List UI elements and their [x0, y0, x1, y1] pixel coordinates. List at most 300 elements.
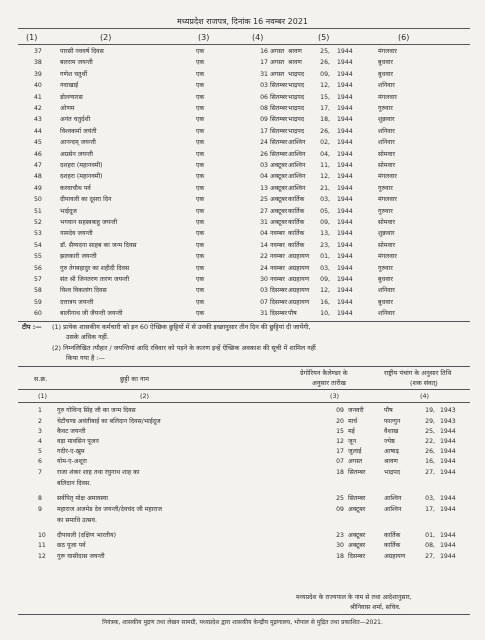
sunday-row-number: 1	[38, 407, 42, 414]
holiday-name: बलराम जयन्ती	[60, 59, 93, 67]
holiday-month: दिसम्बर	[270, 298, 288, 306]
holiday-row	[0, 297, 485, 308]
holiday-saka-month: कार्तिक	[288, 219, 305, 226]
sunday-row-greg-month: मार्च	[348, 418, 358, 425]
holiday-name: दशहरा (महानवमी)	[60, 173, 103, 181]
sunday-table-row	[0, 468, 485, 478]
holiday-number: 55	[34, 253, 42, 261]
sunday-table-row	[0, 531, 485, 541]
sunday-row-greg-month: जुलाई	[348, 448, 362, 455]
holiday-saka-day: 09,	[320, 70, 330, 78]
holiday-type: एक	[196, 184, 205, 192]
sunday-table-row	[0, 505, 485, 515]
holiday-saka-year: 1944	[337, 127, 353, 135]
sunday-row-greg-month: सितम्बर	[348, 495, 366, 502]
holiday-saka-year: 1944	[337, 207, 353, 215]
holiday-type: एक	[196, 59, 205, 67]
holiday-saka-day: 12,	[320, 82, 330, 90]
sunday-table-row	[0, 437, 485, 447]
sunday-row-greg-month: दिसम्बर	[348, 553, 366, 560]
note-2-line-2: किया गया है :—	[66, 354, 105, 362]
sunday-row-saka-year: 1944	[440, 542, 456, 549]
holiday-date: 26	[260, 150, 268, 158]
holiday-saka-day: 26,	[320, 59, 330, 67]
holiday-row	[0, 308, 485, 319]
sunday-row-greg-date: 25	[336, 495, 344, 502]
sunday-row-saka-day: 26,	[425, 448, 435, 455]
holiday-month: नवम्बर	[270, 264, 285, 272]
holiday-type: एक	[196, 70, 205, 78]
sunday-row-saka-month: फाल्गुन	[384, 418, 401, 425]
holiday-saka-month: आश्विन	[288, 184, 306, 192]
holiday-weekday: सोमवार	[378, 241, 396, 249]
holiday-number: 37	[34, 48, 42, 55]
sunday-row-name: दीपावली (दक्षिण भारतीय)	[57, 532, 117, 539]
holiday-date: 22	[260, 253, 268, 261]
holiday-month: अक्टूबर	[270, 173, 288, 181]
holiday-name: अनंत चतुर्दशी	[60, 116, 91, 124]
holiday-saka-day: 09,	[320, 219, 330, 226]
note-1-line-1: (1) प्रत्येक शासकीय कर्मचारी को इन 60 ऐच्छिक छुट्टियों में से उनकी इच्छानुसार तीन दिन की छुट्टियां दी जायेंगी,	[52, 323, 311, 331]
holiday-date: 08	[260, 105, 268, 112]
sunday-row-greg-month: अक्टूबर	[348, 542, 366, 549]
holiday-row	[0, 69, 485, 80]
sunday-row-saka-year: 1944	[440, 458, 456, 465]
sunday-header-rule	[18, 389, 470, 390]
holiday-number: 49	[34, 184, 42, 192]
holiday-name: झलकारी जयन्ती	[60, 253, 97, 261]
holiday-saka-month: अग्रहायण	[288, 253, 310, 261]
holiday-type: एक	[196, 105, 205, 112]
sunday-row-name: गुरू घासीदास जयन्ती	[57, 553, 105, 560]
sunday-row-number: 9	[38, 506, 42, 513]
sunday-table-row	[0, 406, 485, 416]
col-number-5: (5)	[318, 33, 330, 42]
holiday-date: 17	[260, 127, 268, 135]
sunday-row-name: वड़ा मावसिन पूजन	[57, 438, 99, 445]
holiday-saka-month: भाद्रपद	[288, 82, 305, 90]
holiday-weekday: शनिवार	[378, 127, 395, 135]
sunday-row-number: 2	[38, 418, 42, 425]
holiday-saka-year: 1944	[337, 116, 353, 124]
holiday-type: एक	[196, 230, 205, 238]
holiday-weekday: बुधवार	[378, 59, 393, 67]
holiday-type: एक	[196, 241, 205, 249]
holiday-name: नामदेव जयन्ती	[60, 230, 93, 238]
sunday-row-greg-date: 30	[336, 542, 344, 549]
holiday-month: अक्टूबर	[270, 196, 288, 204]
sunday-row-number: 11	[38, 542, 46, 549]
holiday-type: एक	[196, 116, 205, 124]
sunday-col-number-1: (1)	[38, 392, 48, 400]
holiday-saka-year: 1944	[337, 150, 353, 158]
sunday-row-saka-year: 1944	[440, 428, 456, 435]
holiday-row	[0, 285, 485, 296]
holiday-saka-month: कार्तिक	[288, 207, 305, 215]
sunday-row-greg-month: मई	[348, 428, 355, 435]
holiday-saka-day: 12,	[320, 173, 330, 181]
holiday-number: 45	[34, 139, 42, 147]
sunday-table-row	[0, 457, 485, 467]
holiday-saka-year: 1944	[337, 59, 353, 67]
note-1-line-2: उसके अधिक नहीं.	[66, 333, 109, 341]
holiday-weekday: गुरुवार	[378, 105, 393, 112]
holiday-saka-month: भाद्रपद	[288, 93, 305, 101]
sunday-row-saka-day: 16,	[425, 458, 435, 465]
holiday-date: 30	[260, 276, 268, 283]
holiday-date: 16	[260, 48, 268, 55]
holiday-saka-month: श्रावण	[288, 48, 302, 55]
holiday-date: 03	[260, 287, 268, 295]
sunday-row-number: 4	[38, 438, 42, 445]
sunday-row-number: 12	[38, 553, 46, 560]
holiday-weekday: सोमवार	[378, 162, 396, 169]
holiday-date: 17	[260, 59, 268, 67]
holiday-date: 03	[260, 162, 268, 169]
holiday-saka-month: अग्रहायण	[288, 298, 310, 306]
holiday-type: एक	[196, 253, 205, 261]
page-header: मध्यप्रदेश राजपत्र, दिनांक 16 नवम्बर 2021	[176, 17, 308, 26]
sunday-header-sn: स.क्र.	[34, 375, 48, 383]
sunday-row-greg-date: 09	[336, 407, 344, 414]
sunday-table-row	[0, 427, 485, 437]
holiday-number: 57	[34, 276, 42, 283]
sunday-row-saka-month: कार्तिक	[384, 532, 401, 539]
holiday-name: भगवान सहस्त्रबाहु जयन्ती	[60, 219, 118, 226]
holiday-date: 03	[260, 82, 268, 90]
holiday-row	[0, 228, 485, 239]
holiday-name: संत श्री जिनतरण तारण जयन्ती	[60, 276, 130, 283]
holiday-row	[0, 114, 485, 125]
sunday-row-greg-date: 09	[336, 506, 344, 513]
holiday-number: 60	[34, 310, 42, 318]
sunday-row-greg-date: 20	[336, 418, 344, 425]
sunday-row-name: राजा शंकर शाह तथा रघुनाथ शाह का	[57, 469, 140, 476]
sunday-row-greg-date: 07	[336, 458, 344, 465]
holiday-date: 07	[260, 298, 268, 306]
sunday-row-saka-day: 19,	[425, 407, 435, 414]
sunday-row-name: बलिदान दिवस.	[57, 480, 92, 487]
holiday-name: आनन्दम् जयन्ती	[60, 139, 96, 147]
holiday-number: 56	[34, 264, 42, 272]
holiday-month: नवम्बर	[270, 253, 285, 261]
holiday-saka-year: 1944	[337, 264, 353, 272]
holiday-date: 09	[260, 116, 268, 124]
sunday-row-saka-month: भाद्रपद	[384, 469, 401, 476]
holiday-saka-day: 10,	[320, 310, 330, 318]
sunday-row-name: कैवट जयन्ती	[57, 428, 86, 435]
signature-line-2: श्रीनिवास शर्मा, सचिव.	[350, 604, 401, 611]
holiday-weekday: सोमवार	[378, 219, 396, 226]
sunday-row-greg-date: 17	[336, 448, 344, 455]
sunday-table-row	[0, 541, 485, 551]
sunday-row-saka-year: 1944	[440, 495, 456, 502]
holiday-saka-year: 1944	[337, 184, 353, 192]
holiday-month: अक्टूबर	[270, 207, 288, 215]
sunday-row-saka-day: 25,	[425, 428, 435, 435]
holiday-month: सितम्बर	[270, 127, 288, 135]
sunday-row-number: 8	[38, 495, 42, 502]
sunday-row-saka-year: 1944	[440, 506, 456, 513]
sunday-col-number-3: (3)	[330, 392, 340, 400]
holiday-type: एक	[196, 173, 205, 181]
holiday-row	[0, 274, 485, 285]
holiday-saka-year: 1944	[337, 70, 353, 78]
holiday-saka-year: 1944	[337, 48, 353, 55]
sunday-row-saka-day: 17,	[425, 506, 435, 513]
sunday-row-greg-date: 23	[336, 532, 344, 539]
sunday-row-greg-month: जनवरी	[348, 407, 364, 414]
holiday-month: अक्टूबर	[270, 219, 288, 226]
sunday-table-top-rule	[18, 366, 470, 367]
holiday-saka-year: 1944	[337, 196, 353, 204]
sunday-row-name: गुरु गोविन्द सिंह जी का जन्म दिवस	[57, 407, 136, 414]
holiday-name: गणेश चतुर्थी	[60, 70, 88, 78]
sunday-row-saka-month: आश्विन	[384, 506, 402, 513]
holiday-row	[0, 160, 485, 171]
holiday-weekday: बुधवार	[378, 276, 393, 283]
holiday-row	[0, 57, 485, 68]
sunday-col-number-2: (2)	[140, 392, 150, 400]
holiday-number: 38	[34, 59, 42, 67]
holiday-month: नवम्बर	[270, 276, 285, 283]
sunday-row-name: का समाधि उत्सव.	[57, 517, 97, 524]
sunday-header-greg-1: ग्रेगोरियन कैलेण्डर के	[300, 369, 348, 377]
holiday-saka-day: 02,	[320, 139, 330, 147]
holiday-name: डोलग्यारस	[60, 93, 83, 101]
holiday-weekday: सोमवार	[378, 150, 396, 158]
holiday-number: 53	[34, 230, 42, 238]
holiday-saka-year: 1944	[337, 105, 353, 112]
holiday-name: दशहरा (महानवमी)	[60, 162, 103, 169]
holiday-type: एक	[196, 207, 205, 215]
holiday-saka-day: 12,	[320, 287, 330, 295]
col-number-2: (2)	[100, 33, 112, 42]
holiday-saka-year: 1944	[337, 241, 353, 249]
holiday-saka-year: 1944	[337, 219, 353, 226]
holiday-month: अक्टूबर	[270, 184, 288, 192]
holiday-saka-month: अग्रहायण	[288, 276, 310, 283]
holiday-date: 31	[260, 310, 268, 318]
holiday-number: 59	[34, 298, 42, 306]
sunday-table-row	[0, 494, 485, 504]
holiday-saka-month: श्रावण	[288, 59, 302, 67]
holiday-type: एक	[196, 287, 205, 295]
holiday-saka-day: 26,	[320, 127, 330, 135]
holiday-row	[0, 126, 485, 137]
holiday-date: 13	[260, 184, 268, 192]
sunday-row-saka-month: आश्विन	[384, 495, 402, 502]
holiday-row	[0, 263, 485, 274]
sunday-row-saka-day: 27,	[425, 469, 435, 476]
holiday-date: 27	[260, 207, 268, 215]
holiday-name: पारसी नववर्ष दिवस	[60, 48, 104, 55]
sunday-row-saka-month: कार्तिक	[384, 542, 401, 549]
holiday-number: 43	[34, 116, 42, 124]
holiday-name: विश्वकर्मा जयंती	[60, 127, 97, 135]
holiday-row	[0, 103, 485, 114]
sunday-row-saka-month: पौष	[384, 407, 393, 414]
sunday-row-saka-year: 1943	[440, 407, 456, 414]
sunday-row-name: योम-ए-अशूरा	[57, 458, 87, 465]
holiday-row	[0, 137, 485, 148]
holiday-number: 58	[34, 287, 42, 295]
holiday-name: नवाखाई	[60, 82, 79, 90]
holiday-weekday: मंगलवार	[378, 196, 397, 204]
holiday-saka-month: भाद्रपद	[288, 127, 305, 135]
holiday-name: डॉ. सैय्यदना साहब का जन्म दिवस	[60, 241, 137, 249]
holiday-saka-year: 1944	[337, 173, 353, 181]
sunday-row-saka-month: ज्येष्ठ	[384, 438, 395, 445]
sunday-row-name: महाराज अजमेड देव जयन्ती/देवचंद जी महाराज	[57, 506, 162, 513]
sunday-row-name: चेटीचण्ड अवंतीबाई का बलिदान दिवस/भाईदूज	[57, 418, 161, 425]
holiday-name: दीपावली का दूसरा दिन	[60, 196, 112, 204]
sunday-table-row	[0, 479, 485, 489]
holiday-type: एक	[196, 298, 205, 306]
holiday-saka-day: 11,	[320, 162, 330, 169]
holiday-saka-day: 21,	[320, 184, 330, 192]
holiday-saka-day: 04,	[320, 150, 330, 158]
holiday-month: सितम्बर	[270, 139, 288, 147]
holiday-type: एक	[196, 150, 205, 158]
holiday-row	[0, 80, 485, 91]
holiday-saka-day: 13,	[320, 230, 330, 238]
sunday-row-greg-month: अगस्त	[348, 458, 363, 465]
holiday-name: ओणम	[60, 105, 75, 112]
sunday-row-name: गदीर-ए-खुम	[57, 448, 85, 455]
holiday-month: अगस्त	[270, 59, 285, 67]
holiday-type: एक	[196, 162, 205, 169]
holiday-weekday: शनिवार	[378, 287, 395, 295]
holiday-date: 06	[260, 93, 268, 101]
col-number-4: (4)	[252, 33, 264, 42]
sunday-table-row	[0, 417, 485, 427]
holiday-type: एक	[196, 127, 205, 135]
holiday-saka-month: आश्विन	[288, 150, 306, 158]
holiday-name: बालीनाथ जी जैयन्ती जयन्ती	[60, 310, 123, 318]
col-number-1: (1)	[26, 33, 38, 42]
holiday-weekday: मंगलवार	[378, 253, 397, 261]
holiday-saka-year: 1944	[337, 253, 353, 261]
holiday-saka-year: 1944	[337, 162, 353, 169]
sunday-row-saka-year: 1943	[440, 418, 456, 425]
holiday-saka-day: 23,	[320, 241, 330, 249]
holiday-saka-month: अग्रहायण	[288, 264, 310, 272]
holiday-number: 44	[34, 127, 42, 135]
sunday-row-number: 10	[38, 532, 46, 539]
holiday-number: 41	[34, 93, 42, 101]
holiday-type: एक	[196, 264, 205, 272]
holiday-type: एक	[196, 310, 205, 318]
sunday-row-name: छठ पूजा पर्व	[57, 542, 86, 549]
sunday-row-number: 3	[38, 428, 42, 435]
page-footer: नियंत्रक, शासकीय मुद्रण तथा लेखन सामग्री, मध्यप्रदेश द्वारा शासकीय केन्द्रीय मुद्रणालय, भोपाल से मुद्रित तथा प्रकाशित—2021.	[102, 619, 383, 626]
holiday-saka-month: अग्रहायण	[288, 287, 310, 295]
holiday-saka-month: भाद्रपद	[288, 105, 305, 112]
holiday-row	[0, 194, 485, 205]
holiday-number: 50	[34, 196, 42, 204]
sunday-row-saka-day: 29,	[425, 418, 435, 425]
holiday-name: करवाचौथ पर्व	[60, 184, 91, 192]
holiday-row	[0, 217, 485, 228]
holiday-name: दत्तात्रय जयन्ती	[60, 298, 94, 306]
holiday-type: एक	[196, 276, 205, 283]
sunday-colnum-rule	[18, 402, 470, 403]
holiday-saka-day: 01,	[320, 253, 330, 261]
holiday-month: नवम्बर	[270, 230, 285, 238]
sunday-table-row	[0, 447, 485, 457]
holiday-weekday: मंगलवार	[378, 93, 397, 101]
holiday-date: 24	[260, 264, 268, 272]
holiday-saka-year: 1944	[337, 287, 353, 295]
holiday-saka-day: 18,	[320, 116, 330, 124]
holiday-saka-month: आश्विन	[288, 162, 306, 169]
holiday-month: सितम्बर	[270, 82, 288, 90]
holiday-name: भाईदूज	[60, 207, 77, 215]
holiday-row	[0, 206, 485, 217]
note-label: टीप :—	[22, 323, 42, 331]
sunday-row-greg-date: 15	[336, 428, 344, 435]
holiday-row	[0, 251, 485, 262]
sunday-row-number: 7	[38, 469, 42, 476]
holiday-row	[0, 240, 485, 251]
sunday-row-saka-month: आषाढ़	[384, 448, 399, 455]
sunday-row-saka-year: 1944	[440, 438, 456, 445]
holiday-number: 51	[34, 207, 42, 215]
sunday-row-greg-month: अक्टूबर	[348, 532, 366, 539]
sunday-row-greg-month: सितम्बर	[348, 469, 366, 476]
sunday-row-saka-day: 27,	[425, 553, 435, 560]
sunday-table-row	[0, 516, 485, 526]
holiday-row	[0, 92, 485, 103]
footer-rule	[18, 614, 470, 615]
holiday-weekday: शनिवार	[378, 82, 395, 90]
holiday-month: सितम्बर	[270, 93, 288, 101]
holiday-saka-year: 1944	[337, 298, 353, 306]
signature-line-1: मध्यप्रदेश के राज्यपाल के नाम से तथा आदेशानुसार,	[296, 594, 412, 601]
holiday-saka-year: 1944	[337, 139, 353, 147]
sunday-header-name: छुट्टी का नाम	[120, 375, 149, 383]
holiday-weekday: बुधवार	[378, 70, 393, 78]
holiday-number: 42	[34, 105, 42, 112]
holiday-saka-year: 1944	[337, 310, 353, 318]
holiday-saka-month: कार्तिक	[288, 196, 305, 204]
holiday-saka-month: भाद्रपद	[288, 70, 305, 78]
holiday-type: एक	[196, 82, 205, 90]
holiday-saka-year: 1944	[337, 82, 353, 90]
holiday-row	[0, 183, 485, 194]
holiday-type: एक	[196, 219, 205, 226]
sunday-row-saka-month: श्रावण	[384, 458, 398, 465]
holiday-month: सितम्बर	[270, 105, 288, 112]
holiday-saka-day: 03,	[320, 264, 330, 272]
sunday-row-saka-day: 22,	[425, 438, 435, 445]
sunday-row-greg-month: अक्टूबर	[348, 506, 366, 513]
holiday-type: एक	[196, 48, 205, 55]
holiday-row	[0, 149, 485, 160]
top-rule	[18, 28, 470, 29]
holiday-number: 47	[34, 162, 42, 169]
holiday-month: अक्टूबर	[270, 162, 288, 169]
sunday-row-saka-year: 1944	[440, 553, 456, 560]
holiday-saka-year: 1944	[337, 276, 353, 283]
sunday-header-greg-2: अनुसार तारीख	[312, 379, 346, 387]
holiday-saka-month: भाद्रपद	[288, 116, 305, 124]
note-2-line-1: (2) निम्नलिखित त्यौहार / जयन्तियां आदि रविवार को पड़ने के कारण इन्हें ऐच्छिक अवकाश की सूची में शामिल नहीं	[52, 344, 316, 352]
holiday-weekday: बुधवार	[378, 298, 393, 306]
holiday-number: 39	[34, 70, 42, 78]
sunday-row-saka-month: अग्रहायण	[384, 553, 406, 560]
